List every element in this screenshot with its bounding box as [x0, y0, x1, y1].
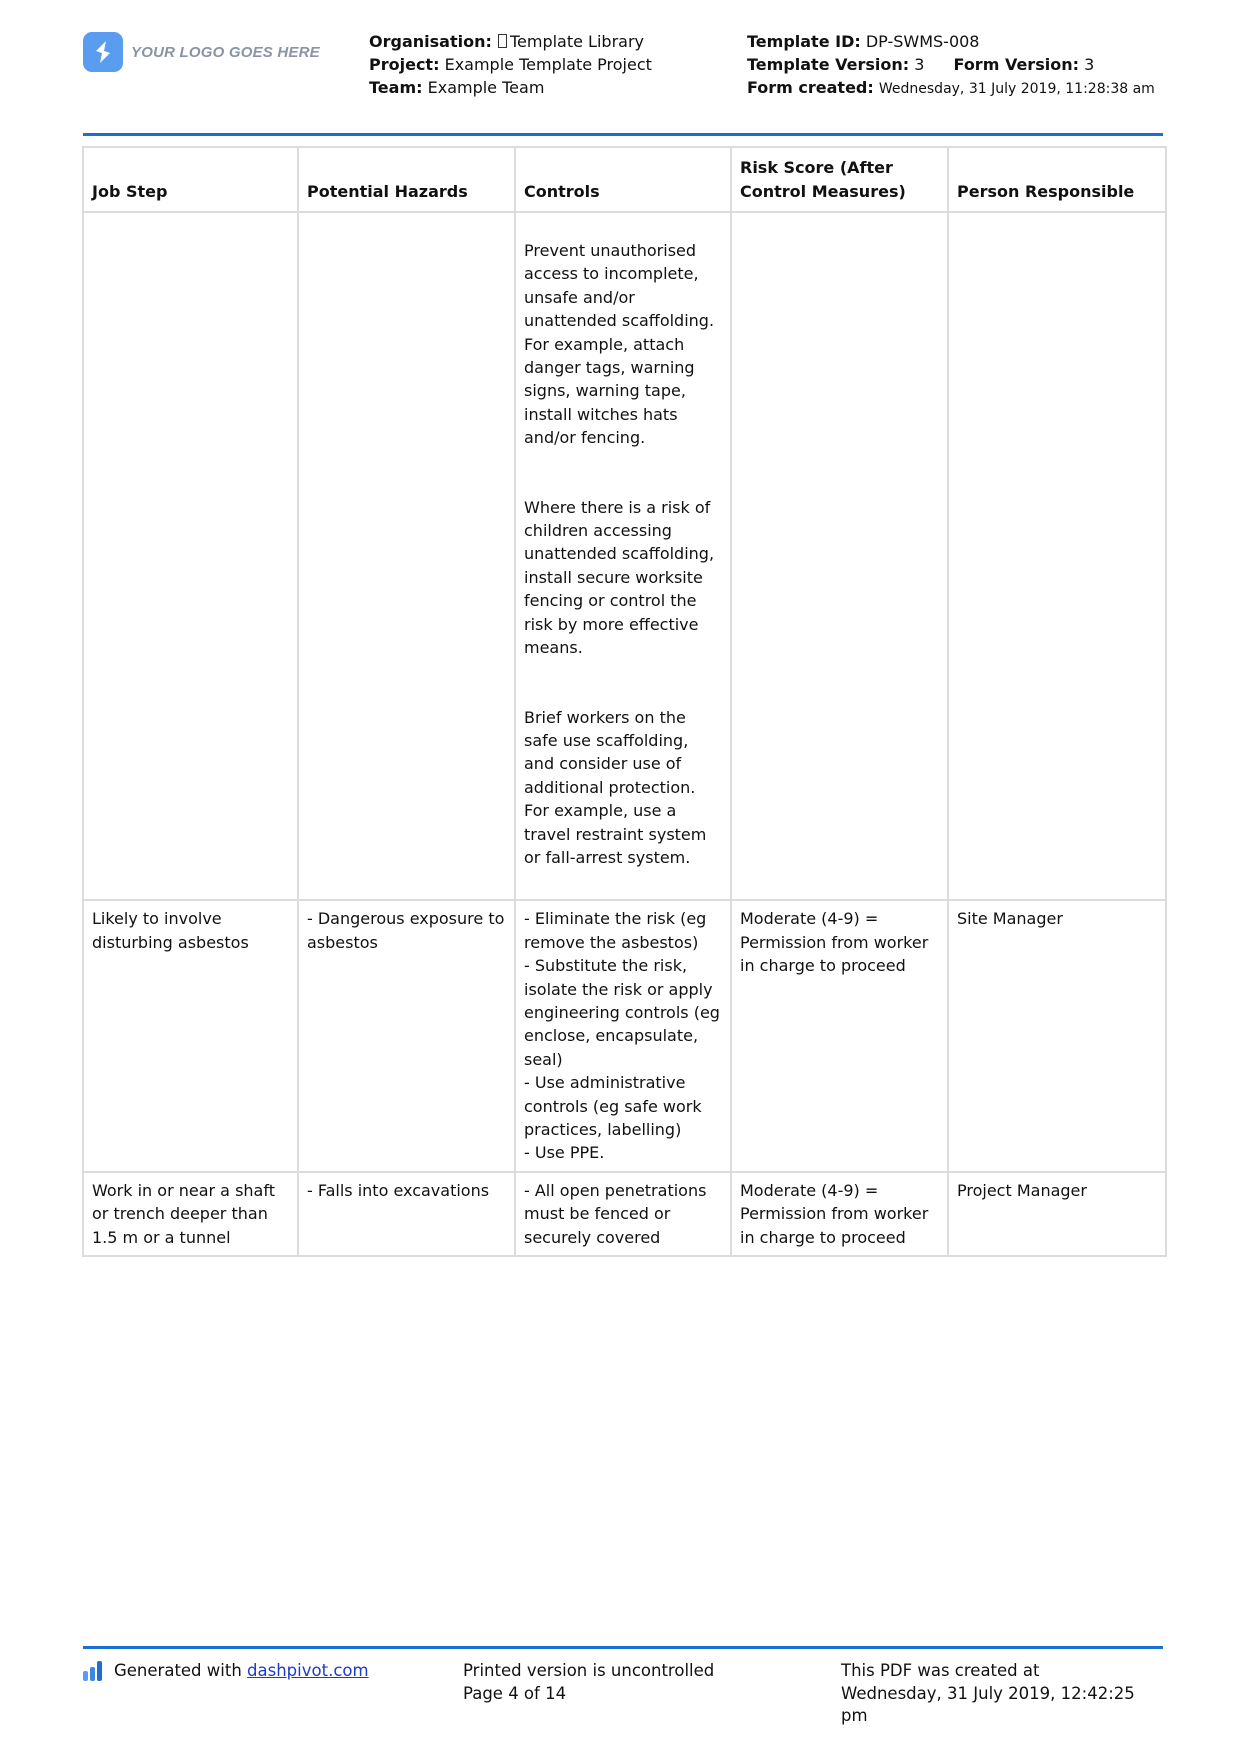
bar-chart-icon — [83, 1661, 104, 1681]
control-item: - Substitute the risk, isolate the risk or apply engineering controls (eg enclose, encapsulate, seal) — [524, 956, 720, 1069]
template-id-label: Template ID: — [747, 32, 861, 51]
controls-cell — [515, 1172, 731, 1256]
project-info — [369, 30, 729, 99]
hazards-cell: - Dangerous exposure to asbestos — [298, 900, 515, 1171]
table-row — [83, 900, 1166, 1171]
form-version-value: 3 — [1084, 55, 1095, 74]
template-version-label: Template Version: — [747, 55, 910, 74]
control-paragraph: Brief workers on the safe use scaffolding, and consider use of additional protection. For example, use a travel restraint system or fall-arrest system. — [524, 707, 707, 867]
hazards-cell: - Falls into excavations — [298, 1172, 515, 1256]
person-responsible-cell: Site Manager — [948, 900, 1166, 1171]
column-header-controls: Controls — [515, 147, 731, 212]
risk-score-cell — [731, 212, 948, 900]
control-item: - All open penetrations must be fenced or securely covered — [524, 1180, 707, 1247]
template-version-value: 3 — [914, 55, 925, 74]
logo-text: YOUR LOGO GOES HERE — [131, 43, 320, 61]
template-info — [747, 30, 1167, 101]
column-header-person-responsible: Person Responsible — [948, 147, 1166, 212]
organisation-value: Template Library — [509, 32, 644, 51]
risk-score-cell: Moderate (4-9) = Permission from worker in charge to proceed — [731, 900, 948, 1171]
job-step-cell: Work in or near a shaft or trench deeper than 1.5 m or a tunnel — [83, 1172, 298, 1256]
form-created-line — [747, 76, 1167, 101]
column-header-job-step: Job Step — [83, 147, 298, 212]
swms-table — [82, 146, 1167, 1257]
column-header-potential-hazards: Potential Hazards — [298, 147, 515, 212]
team-label: Team: — [369, 78, 423, 97]
organisation-label: Organisation: — [369, 32, 492, 51]
organisation-line — [369, 30, 729, 53]
controls-cell — [515, 900, 731, 1171]
pdf-created — [841, 1660, 1161, 1728]
control-paragraph: Prevent unauthorised access to incomplete, unsafe and/or unattended scaffolding. For example, attach danger tags, warning signs, warning tape, install witches hats and/or fencing. — [524, 241, 715, 448]
project-label: Project: — [369, 55, 440, 74]
control-item: - Use administrative controls (eg safe work practices, labelling) — [524, 1073, 702, 1139]
job-step-cell — [83, 212, 298, 900]
table-row — [83, 212, 1166, 900]
control-item: - Eliminate the risk (eg remove the asbestos) — [524, 909, 707, 952]
version-line — [747, 53, 1167, 76]
table-row — [83, 1172, 1166, 1256]
print-status — [463, 1660, 783, 1705]
uncontrolled-notice: Printed version is uncontrolled — [463, 1661, 715, 1680]
form-created-value: Wednesday, 31 July 2019, 11:28:38 am — [878, 81, 1155, 97]
person-responsible-cell — [948, 212, 1166, 900]
organisation-icon — [498, 34, 507, 48]
team-value: Example Team — [427, 78, 545, 97]
header-divider — [83, 133, 1163, 136]
page-number: Page 4 of 14 — [463, 1683, 567, 1703]
form-created-label: Form created: — [747, 78, 874, 97]
template-id-line — [747, 30, 1167, 53]
generated-with — [83, 1660, 369, 1683]
dashpivot-link[interactable]: dashpivot.com — [247, 1661, 369, 1680]
hazards-cell — [298, 212, 515, 900]
table-header-row — [83, 147, 1166, 212]
project-value: Example Template Project — [444, 55, 652, 74]
column-header-risk-score: Risk Score (After Control Measures) — [731, 147, 948, 212]
project-line — [369, 53, 729, 76]
person-responsible-cell: Project Manager — [948, 1172, 1166, 1256]
generated-prefix: Generated with — [114, 1661, 242, 1680]
job-step-cell: Likely to involve disturbing asbestos — [83, 900, 298, 1171]
risk-score-cell: Moderate (4-9) = Permission from worker in charge to proceed — [731, 1172, 948, 1256]
team-line — [369, 76, 729, 99]
logo-s-icon — [83, 32, 123, 72]
control-item: - Use PPE. — [524, 1143, 605, 1163]
template-id-value: DP-SWMS-008 — [865, 32, 980, 51]
control-paragraph: Where there is a risk of children accessing unattended scaffolding, install secure worksite fencing or control the risk by more effective means. — [524, 497, 715, 658]
controls-cell — [515, 212, 731, 900]
pdf-created-timestamp: Wednesday, 31 July 2019, 12:42:25 pm — [841, 1683, 1135, 1725]
company-logo — [83, 32, 320, 72]
pdf-created-label: This PDF was created at — [841, 1661, 1040, 1680]
page-header — [83, 30, 1163, 128]
form-version-label: Form Version: — [953, 55, 1079, 74]
footer-divider — [83, 1646, 1163, 1649]
